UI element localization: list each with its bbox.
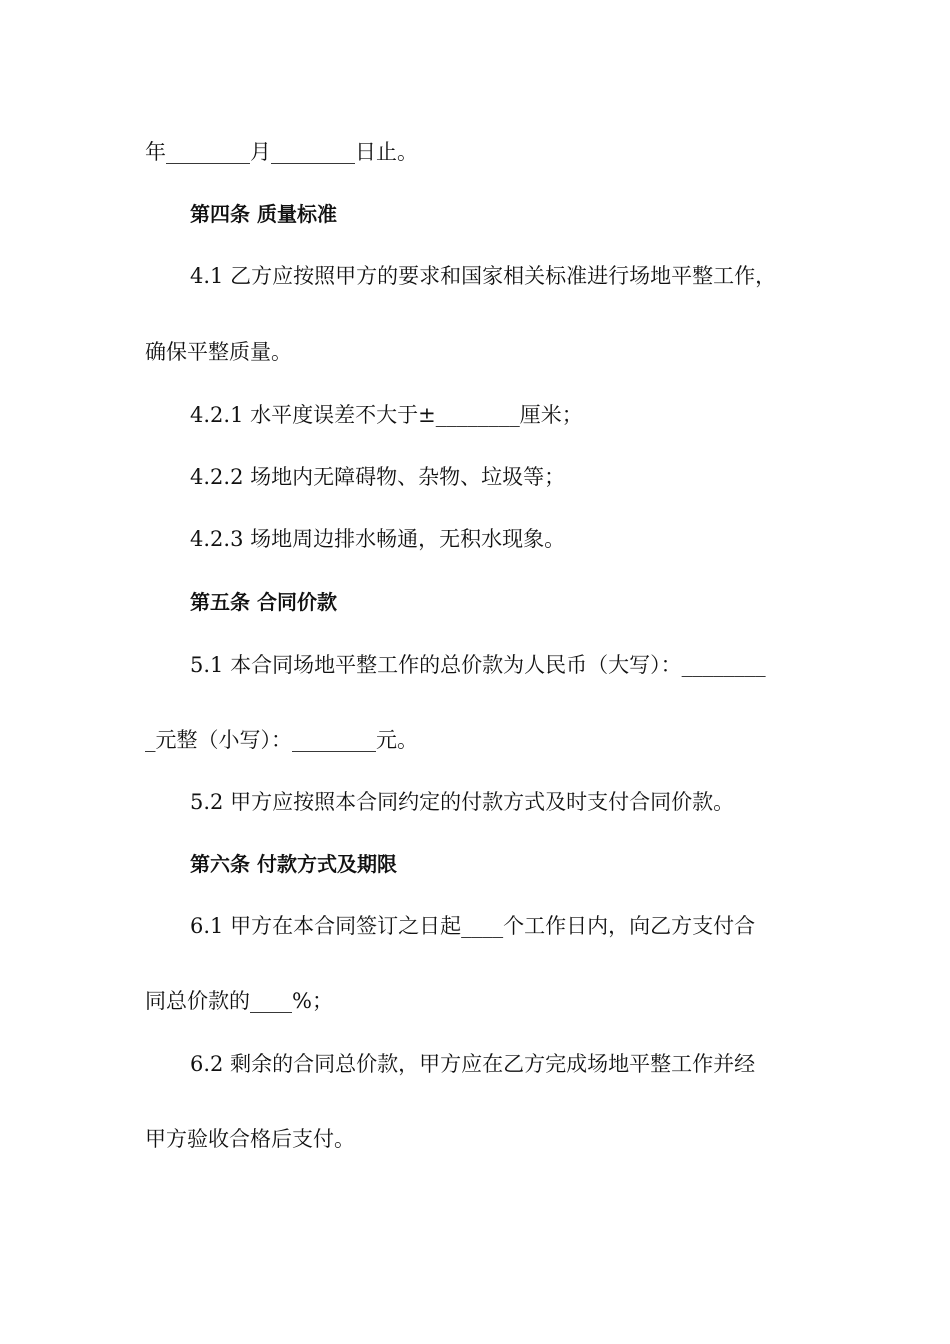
clause-6-2-line-1: 6.2 剩余的合同总价款，甲方应在乙方完成场地平整工作并经 — [190, 1052, 756, 1076]
clause-5-2: 5.2 甲方应按照本合同约定的付款方式及时支付合同价款。 — [190, 790, 735, 814]
article-4-heading: 第四条 质量标准 — [190, 202, 337, 226]
clause-4-1-line-1: 4.1 乙方应按照甲方的要求和国家相关标准进行场地平整工作， — [190, 264, 777, 288]
clause-4-2-2: 4.2.2 场地内无障碍物、杂物、垃圾等； — [190, 465, 566, 489]
clause-5-1-line-2: _元整（小写）：________元。 — [145, 728, 418, 752]
date-end-line: 年________月________日止。 — [145, 140, 418, 164]
article-6-heading: 第六条 付款方式及期限 — [190, 852, 397, 876]
clause-5-1-line-1: 5.1 本合同场地平整工作的总价款为人民币（大写）：________ — [190, 653, 766, 677]
clause-4-2-1: 4.2.1 水平度误差不大于±________厘米； — [190, 403, 583, 427]
clause-4-2-3: 4.2.3 场地周边排水畅通，无积水现象。 — [190, 527, 566, 551]
article-5-heading: 第五条 合同价款 — [190, 590, 337, 614]
clause-6-1-line-2: 同总价款的____%； — [145, 989, 333, 1013]
clause-6-2-line-2: 甲方验收合格后支付。 — [145, 1127, 355, 1151]
clause-4-1-line-2: 确保平整质量。 — [145, 340, 292, 364]
clause-6-1-line-1: 6.1 甲方在本合同签订之日起____个工作日内，向乙方支付合 — [190, 914, 756, 938]
